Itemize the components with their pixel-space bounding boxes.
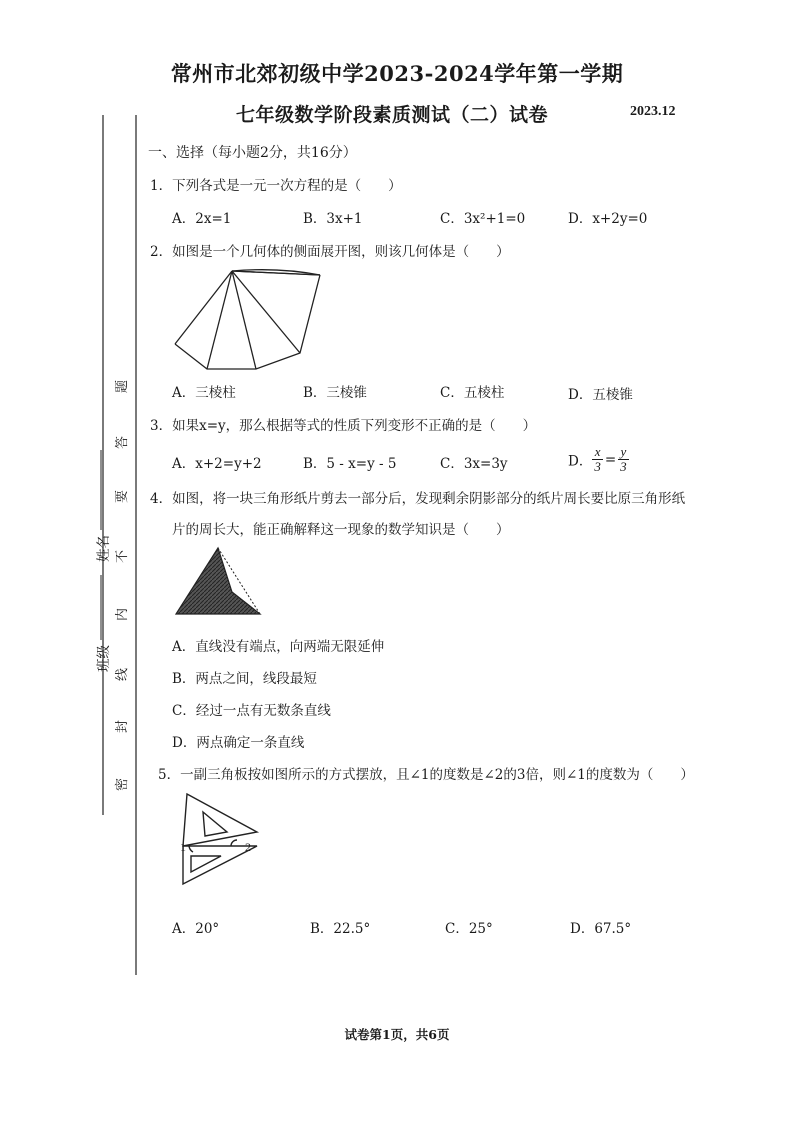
seal-char: 线 bbox=[115, 667, 131, 682]
q3-option-d-label: D． bbox=[568, 453, 593, 470]
seal-line-text bbox=[114, 375, 134, 805]
fraction-right-numerator: y bbox=[618, 445, 629, 460]
q3-option-a: A．x+2=y+2 bbox=[172, 456, 262, 472]
angle-1-label: 1 bbox=[180, 840, 186, 854]
question-5-stem: 5．一副三角板按如图所示的方式摆放，且∠1的度数是∠2的3倍，则∠1的度数为（ ） bbox=[158, 767, 694, 783]
section-heading: 一、选择（每小题2分，共16分） bbox=[148, 145, 357, 161]
q3-option-d bbox=[568, 445, 629, 474]
question-2-stem: 2．如图是一个几何体的侧面展开图，则该几何体是（ ） bbox=[150, 244, 510, 260]
q2-option-d: D．五棱锥 bbox=[568, 387, 633, 403]
q5-option-c: C．25° bbox=[445, 921, 493, 937]
seal-char: 要 bbox=[115, 489, 131, 504]
exam-title: 七年级数学阶段素质测试（二）试卷 bbox=[236, 104, 549, 126]
seal-char: 题 bbox=[115, 379, 131, 394]
q2-option-c: C．五棱柱 bbox=[440, 385, 505, 401]
fraction-right bbox=[618, 445, 629, 474]
fraction-left bbox=[592, 445, 603, 474]
fraction-left-denominator: 3 bbox=[594, 459, 601, 474]
pyramid-net-figure bbox=[168, 265, 328, 375]
cut-triangle-figure bbox=[172, 544, 272, 619]
fraction-right-denominator: 3 bbox=[620, 459, 627, 474]
q5-option-d: D．67.5° bbox=[570, 921, 632, 937]
name-label: 姓名 bbox=[96, 535, 112, 562]
set-squares-figure bbox=[175, 788, 270, 888]
q1-option-b: B．3x+1 bbox=[303, 211, 363, 227]
exam-date: 2023.12 bbox=[630, 104, 676, 119]
question-4-stem-line2: 片的周长大，能正确解释这一现象的数学知识是（ ） bbox=[172, 522, 510, 538]
q2-option-a: A．三棱柱 bbox=[172, 385, 236, 401]
fraction-equals: = bbox=[604, 451, 617, 468]
seal-char: 不 bbox=[115, 549, 131, 564]
q5-option-b: B．22.5° bbox=[310, 921, 371, 937]
q3-option-c: C．3x=3y bbox=[440, 456, 508, 472]
seal-char: 答 bbox=[115, 435, 131, 450]
q5-option-a: A．20° bbox=[172, 921, 220, 937]
q4-option-d: D．两点确定一条直线 bbox=[172, 735, 305, 751]
q4-option-c: C．经过一点有无数条直线 bbox=[172, 703, 331, 719]
q1-option-c: C．3x²+1=0 bbox=[440, 211, 526, 227]
school-title: 常州市北郊初级中学2023-2024学年第一学期 bbox=[170, 61, 624, 86]
q4-option-a: A．直线没有端点，向两端无限延伸 bbox=[172, 639, 385, 655]
class-label: 班级 bbox=[96, 645, 112, 672]
q1-option-a: A．2x=1 bbox=[172, 211, 232, 227]
seal-char: 内 bbox=[115, 607, 131, 622]
page-footer: 试卷第1页，共6页 bbox=[344, 1027, 450, 1042]
q1-option-d: D．x+2y=0 bbox=[568, 211, 648, 227]
question-3-stem: 3．如果x=y，那么根据等式的性质下列变形不正确的是（ ） bbox=[150, 418, 537, 434]
fraction-left-numerator: x bbox=[592, 445, 603, 460]
seal-char: 密 bbox=[115, 777, 131, 792]
q4-option-b: B．两点之间，线段最短 bbox=[172, 671, 317, 687]
q2-option-b: B．三棱锥 bbox=[303, 385, 367, 401]
angle-2-label: 2 bbox=[245, 840, 251, 854]
question-4-stem-line1: 4．如图，将一块三角形纸片剪去一部分后，发现剩余阴影部分的纸片周长要比原三角形纸 bbox=[150, 491, 686, 507]
q3-option-b: B．5 - x=y - 5 bbox=[303, 456, 397, 472]
seal-char: 封 bbox=[115, 719, 131, 734]
question-1-stem: 1．下列各式是一元一次方程的是（ ） bbox=[150, 178, 402, 194]
